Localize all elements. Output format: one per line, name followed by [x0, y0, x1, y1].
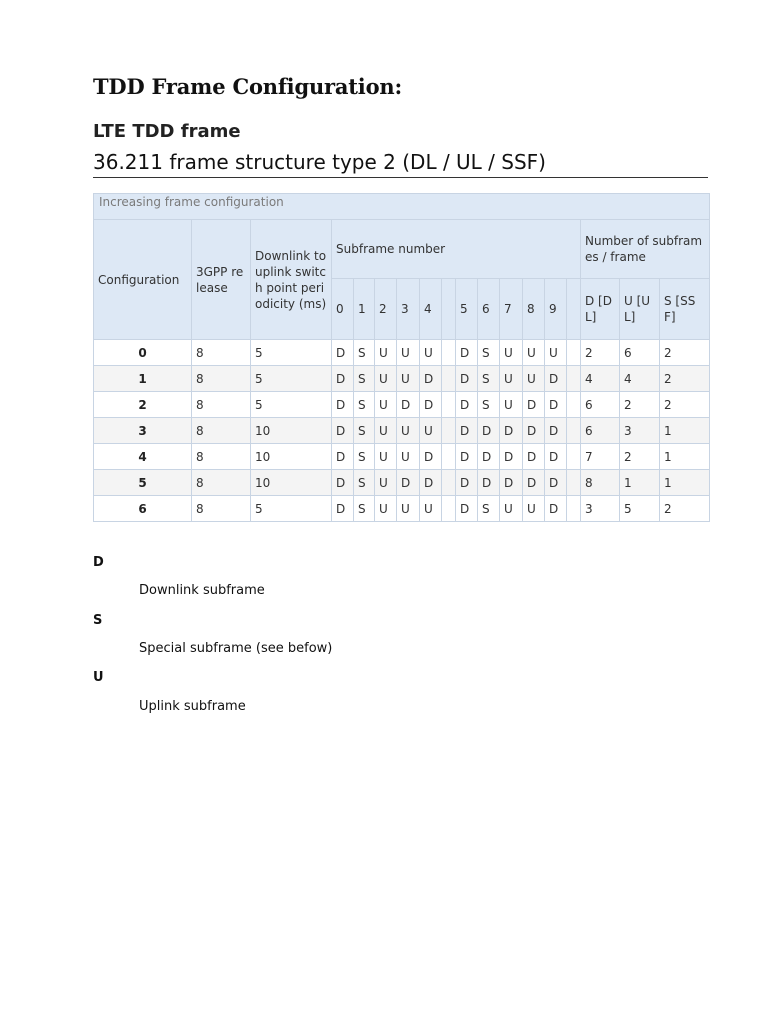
- cell-subframe: U: [375, 470, 397, 496]
- cell-subframe: S: [478, 340, 500, 366]
- cell-subframe: D: [420, 366, 442, 392]
- cell-subframe: D: [397, 470, 420, 496]
- header-subframe-index: 0: [332, 279, 354, 340]
- cell-subframe-spacer: [567, 366, 581, 392]
- cell-subframe: S: [354, 496, 375, 522]
- document-title: TDD Frame Configuration:: [93, 74, 402, 99]
- cell-release: 8: [192, 340, 251, 366]
- cell-periodicity: 10: [251, 418, 332, 444]
- cell-subframe-spacer: [567, 444, 581, 470]
- cell-subframe: S: [478, 366, 500, 392]
- cell-d-count: 8: [581, 470, 620, 496]
- header-subframe-index: 5: [456, 279, 478, 340]
- cell-subframe: S: [478, 392, 500, 418]
- cell-subframe: S: [354, 470, 375, 496]
- cell-subframe: U: [523, 366, 545, 392]
- cell-d-count: 6: [581, 418, 620, 444]
- cell-subframe-spacer: [442, 340, 456, 366]
- cell-subframe: U: [500, 496, 523, 522]
- cell-d-count: 6: [581, 392, 620, 418]
- cell-u-count: 2: [620, 444, 660, 470]
- cell-subframe: U: [397, 366, 420, 392]
- cell-u-count: 2: [620, 392, 660, 418]
- cell-release: 8: [192, 366, 251, 392]
- cell-subframe: D: [420, 444, 442, 470]
- cell-subframe: U: [375, 392, 397, 418]
- header-subframe-index: 4: [420, 279, 442, 340]
- cell-subframe: U: [500, 392, 523, 418]
- cell-subframe: D: [456, 444, 478, 470]
- legend-description: Uplink subframe: [139, 699, 246, 714]
- cell-subframe: U: [523, 340, 545, 366]
- cell-release: 8: [192, 496, 251, 522]
- header-subframe-spacer: [567, 279, 581, 340]
- cell-subframe-spacer: [567, 418, 581, 444]
- legend-description: Downlink subframe: [139, 583, 265, 598]
- cell-s-count: 2: [660, 366, 710, 392]
- cell-subframe: U: [523, 496, 545, 522]
- cell-s-count: 1: [660, 418, 710, 444]
- cell-subframe: D: [523, 470, 545, 496]
- cell-subframe: D: [332, 392, 354, 418]
- header-subframe-index: 6: [478, 279, 500, 340]
- section-subtitle: 36.211 frame structure type 2 (DL / UL / SSF): [93, 149, 708, 178]
- table-row: [94, 418, 710, 444]
- cell-subframe: S: [354, 418, 375, 444]
- header-configuration: Configuration: [94, 220, 192, 340]
- cell-subframe: D: [456, 418, 478, 444]
- cell-subframe: S: [354, 392, 375, 418]
- cell-subframe: S: [354, 340, 375, 366]
- header-subframe-index: 1: [354, 279, 375, 340]
- cell-u-count: 4: [620, 366, 660, 392]
- header-subframe-number: Subframe number: [332, 220, 581, 279]
- cell-subframe: D: [456, 366, 478, 392]
- cell-subframe: U: [375, 340, 397, 366]
- cell-d-count: 2: [581, 340, 620, 366]
- cell-subframe: D: [456, 340, 478, 366]
- cell-subframe: D: [478, 470, 500, 496]
- cell-s-count: 2: [660, 340, 710, 366]
- cell-subframe-spacer: [442, 496, 456, 522]
- cell-release: 8: [192, 444, 251, 470]
- cell-subframe: U: [500, 366, 523, 392]
- cell-periodicity: 5: [251, 366, 332, 392]
- cell-configuration: 1: [94, 366, 192, 392]
- cell-periodicity: 10: [251, 470, 332, 496]
- cell-subframe: U: [397, 340, 420, 366]
- cell-subframe-spacer: [567, 392, 581, 418]
- cell-periodicity: 5: [251, 340, 332, 366]
- header-d-dl: D [DL]: [581, 279, 620, 340]
- legend-term: U: [93, 670, 104, 685]
- cell-subframe: D: [332, 366, 354, 392]
- cell-subframe-spacer: [442, 470, 456, 496]
- legend-term: D: [93, 555, 104, 570]
- tdd-configuration-table: [93, 193, 710, 522]
- cell-subframe-spacer: [442, 392, 456, 418]
- cell-subframe: U: [420, 496, 442, 522]
- cell-release: 8: [192, 418, 251, 444]
- cell-configuration: 6: [94, 496, 192, 522]
- cell-subframe-spacer: [567, 340, 581, 366]
- table-row: [94, 340, 710, 366]
- section-title: LTE TDD frame: [93, 121, 241, 142]
- cell-subframe-spacer: [442, 418, 456, 444]
- cell-subframe: S: [354, 444, 375, 470]
- cell-subframe: D: [545, 470, 567, 496]
- cell-subframe: D: [500, 418, 523, 444]
- cell-subframe: D: [420, 470, 442, 496]
- table-row: [94, 366, 710, 392]
- header-subframe-index: 8: [523, 279, 545, 340]
- cell-release: 8: [192, 470, 251, 496]
- legend-description: Special subframe (see befow): [139, 641, 333, 656]
- table-row: [94, 392, 710, 418]
- cell-d-count: 4: [581, 366, 620, 392]
- cell-subframe: D: [332, 470, 354, 496]
- cell-subframe-spacer: [567, 496, 581, 522]
- cell-subframe: U: [545, 340, 567, 366]
- header-subframe-index: 9: [545, 279, 567, 340]
- header-subframe-spacer: [442, 279, 456, 340]
- cell-configuration: 0: [94, 340, 192, 366]
- cell-subframe: D: [420, 392, 442, 418]
- table-row: [94, 470, 710, 496]
- legend-term: S: [93, 613, 103, 628]
- table-caption: Increasing frame configuration: [94, 194, 710, 220]
- header-u-ul: U [UL]: [620, 279, 660, 340]
- cell-subframe: U: [397, 496, 420, 522]
- cell-d-count: 7: [581, 444, 620, 470]
- cell-subframe-spacer: [442, 366, 456, 392]
- cell-subframe: D: [545, 444, 567, 470]
- cell-subframe: D: [478, 418, 500, 444]
- cell-subframe: D: [456, 470, 478, 496]
- cell-subframe: U: [420, 340, 442, 366]
- cell-subframe: D: [500, 470, 523, 496]
- cell-subframe: D: [545, 418, 567, 444]
- cell-subframe: U: [375, 496, 397, 522]
- cell-subframe: D: [545, 496, 567, 522]
- cell-release: 8: [192, 392, 251, 418]
- cell-subframe: D: [332, 444, 354, 470]
- cell-periodicity: 5: [251, 496, 332, 522]
- header-release: 3GPP release: [192, 220, 251, 340]
- cell-subframe: D: [456, 392, 478, 418]
- cell-d-count: 3: [581, 496, 620, 522]
- cell-s-count: 1: [660, 470, 710, 496]
- cell-configuration: 5: [94, 470, 192, 496]
- header-periodicity: Downlink to uplink switch point periodicity (ms): [251, 220, 332, 340]
- cell-subframe: U: [397, 418, 420, 444]
- cell-subframe: U: [375, 444, 397, 470]
- cell-subframe: U: [375, 418, 397, 444]
- cell-u-count: 1: [620, 470, 660, 496]
- cell-subframe: U: [500, 340, 523, 366]
- cell-subframe: D: [523, 444, 545, 470]
- cell-subframe-spacer: [442, 444, 456, 470]
- cell-s-count: 2: [660, 496, 710, 522]
- cell-subframe: U: [375, 366, 397, 392]
- cell-configuration: 2: [94, 392, 192, 418]
- cell-u-count: 3: [620, 418, 660, 444]
- cell-s-count: 2: [660, 392, 710, 418]
- table-row: [94, 444, 710, 470]
- cell-subframe: D: [545, 392, 567, 418]
- cell-subframe: S: [354, 366, 375, 392]
- header-subframe-index: 3: [397, 279, 420, 340]
- table-row: [94, 496, 710, 522]
- cell-subframe: D: [478, 444, 500, 470]
- cell-subframe: D: [523, 418, 545, 444]
- cell-subframe: D: [523, 392, 545, 418]
- cell-subframe: D: [456, 496, 478, 522]
- cell-subframe: D: [500, 444, 523, 470]
- cell-subframe: D: [332, 418, 354, 444]
- cell-subframe: S: [478, 496, 500, 522]
- cell-subframe: D: [332, 340, 354, 366]
- cell-subframe: D: [397, 392, 420, 418]
- cell-configuration: 4: [94, 444, 192, 470]
- cell-subframe: U: [420, 418, 442, 444]
- cell-u-count: 5: [620, 496, 660, 522]
- header-s-ssf: S [SSF]: [660, 279, 710, 340]
- cell-subframe: D: [545, 366, 567, 392]
- cell-configuration: 3: [94, 418, 192, 444]
- cell-subframe-spacer: [567, 470, 581, 496]
- header-subframes-per-frame: Number of subframes / frame: [581, 220, 710, 279]
- cell-subframe: D: [332, 496, 354, 522]
- header-subframe-index: 7: [500, 279, 523, 340]
- cell-s-count: 1: [660, 444, 710, 470]
- cell-periodicity: 5: [251, 392, 332, 418]
- cell-periodicity: 10: [251, 444, 332, 470]
- cell-u-count: 6: [620, 340, 660, 366]
- cell-subframe: U: [397, 444, 420, 470]
- header-subframe-index: 2: [375, 279, 397, 340]
